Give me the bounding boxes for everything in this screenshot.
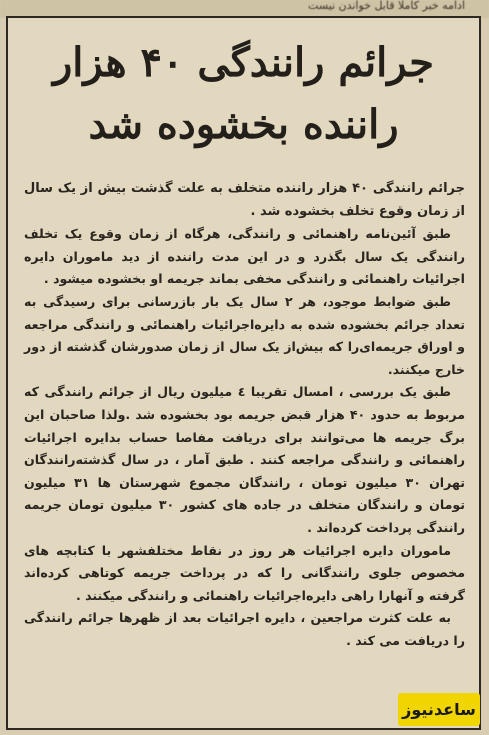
headline-line-1: جرائم رانندگی ۴۰ هزار — [52, 39, 435, 86]
paragraph-6: به علت کثرت مراجعین ، دایره اجرائیات بعد از ظهرها جرائم رانندگی را دریافت می کند . — [24, 610, 465, 648]
paragraph-3: طبق ضوابط موجود، هر ۲ سال یک بار بازرسانی برای رسیدگی به تعداد جرائم بخشوده شده به دایره‌اجرائیات راهنمائی و رانندگی مراجعه و اوراق جریمه‌ای‌را که بیش‌از یک سال از زمان صدورشان گذشته از دور خارج میکنند. — [24, 293, 465, 377]
article-body — [24, 178, 465, 652]
paragraph-1: جرائم رانندگی ۴۰ هزار راننده متخلف به علت گذشت بیش از یک سال از زمان وقوع تخلف بخشوده شد . — [24, 181, 465, 219]
saednews-logo-text: ساعدنیوز — [402, 700, 476, 719]
cut-off-text: ادامه خبر کاملا قابل خواندن نیست — [308, 0, 465, 12]
paragraph-4: طبق یک بررسی ، امسال تقریبا ٤ میلیون ریال از جرائم رانندگی که مربوط به حدود ۴۰ هزار قبض جریمه بود بخشوده شد .ولذا صاحبان این برگ جریمه ها می‌توانند برای دریافت مفاصا حساب بدایره اجرائیات راهنمائی و رانندگی مراجعه کنند . طبق آمار ، در سال گذشته‌رانندگان تهران ۳۰ میلیون تومان ، رانندگان مجموع شهرستان ها ۳۱ میلیون تومان و رانندگان متخلف در جاده های کشور ۳۰ میلیون تومان جریمه رانندگی پرداخت کرده‌اند . — [24, 384, 466, 535]
article-headline — [22, 32, 465, 156]
paragraph-5: ماموران دایره اجرائیات هر روز در نقاط مختلفشهر با کتابچه های مخصوص جلوی رانندگانی را که در پرداخت جریمه کوتاهی کرده‌اند گرفته و آنهارا راهی دایره‌اجرائیات راهنمائی و رانندگی میکنند . — [24, 542, 465, 603]
article-frame — [6, 16, 481, 730]
paragraph-2: طبق آئین‌نامه راهنمائی و رانندگی، هرگاه از زمان وقوع یک تخلف رانندگی یک سال بگذرد و در این مدت راننده از دید ماموران دایره اجرائیات راهنمائی و رانندگی مخفی بماند جریمه او بخشوده میشود . — [24, 226, 465, 287]
saednews-logo — [398, 693, 480, 726]
headline-line-2: راننده بخشوده شد — [88, 101, 399, 148]
